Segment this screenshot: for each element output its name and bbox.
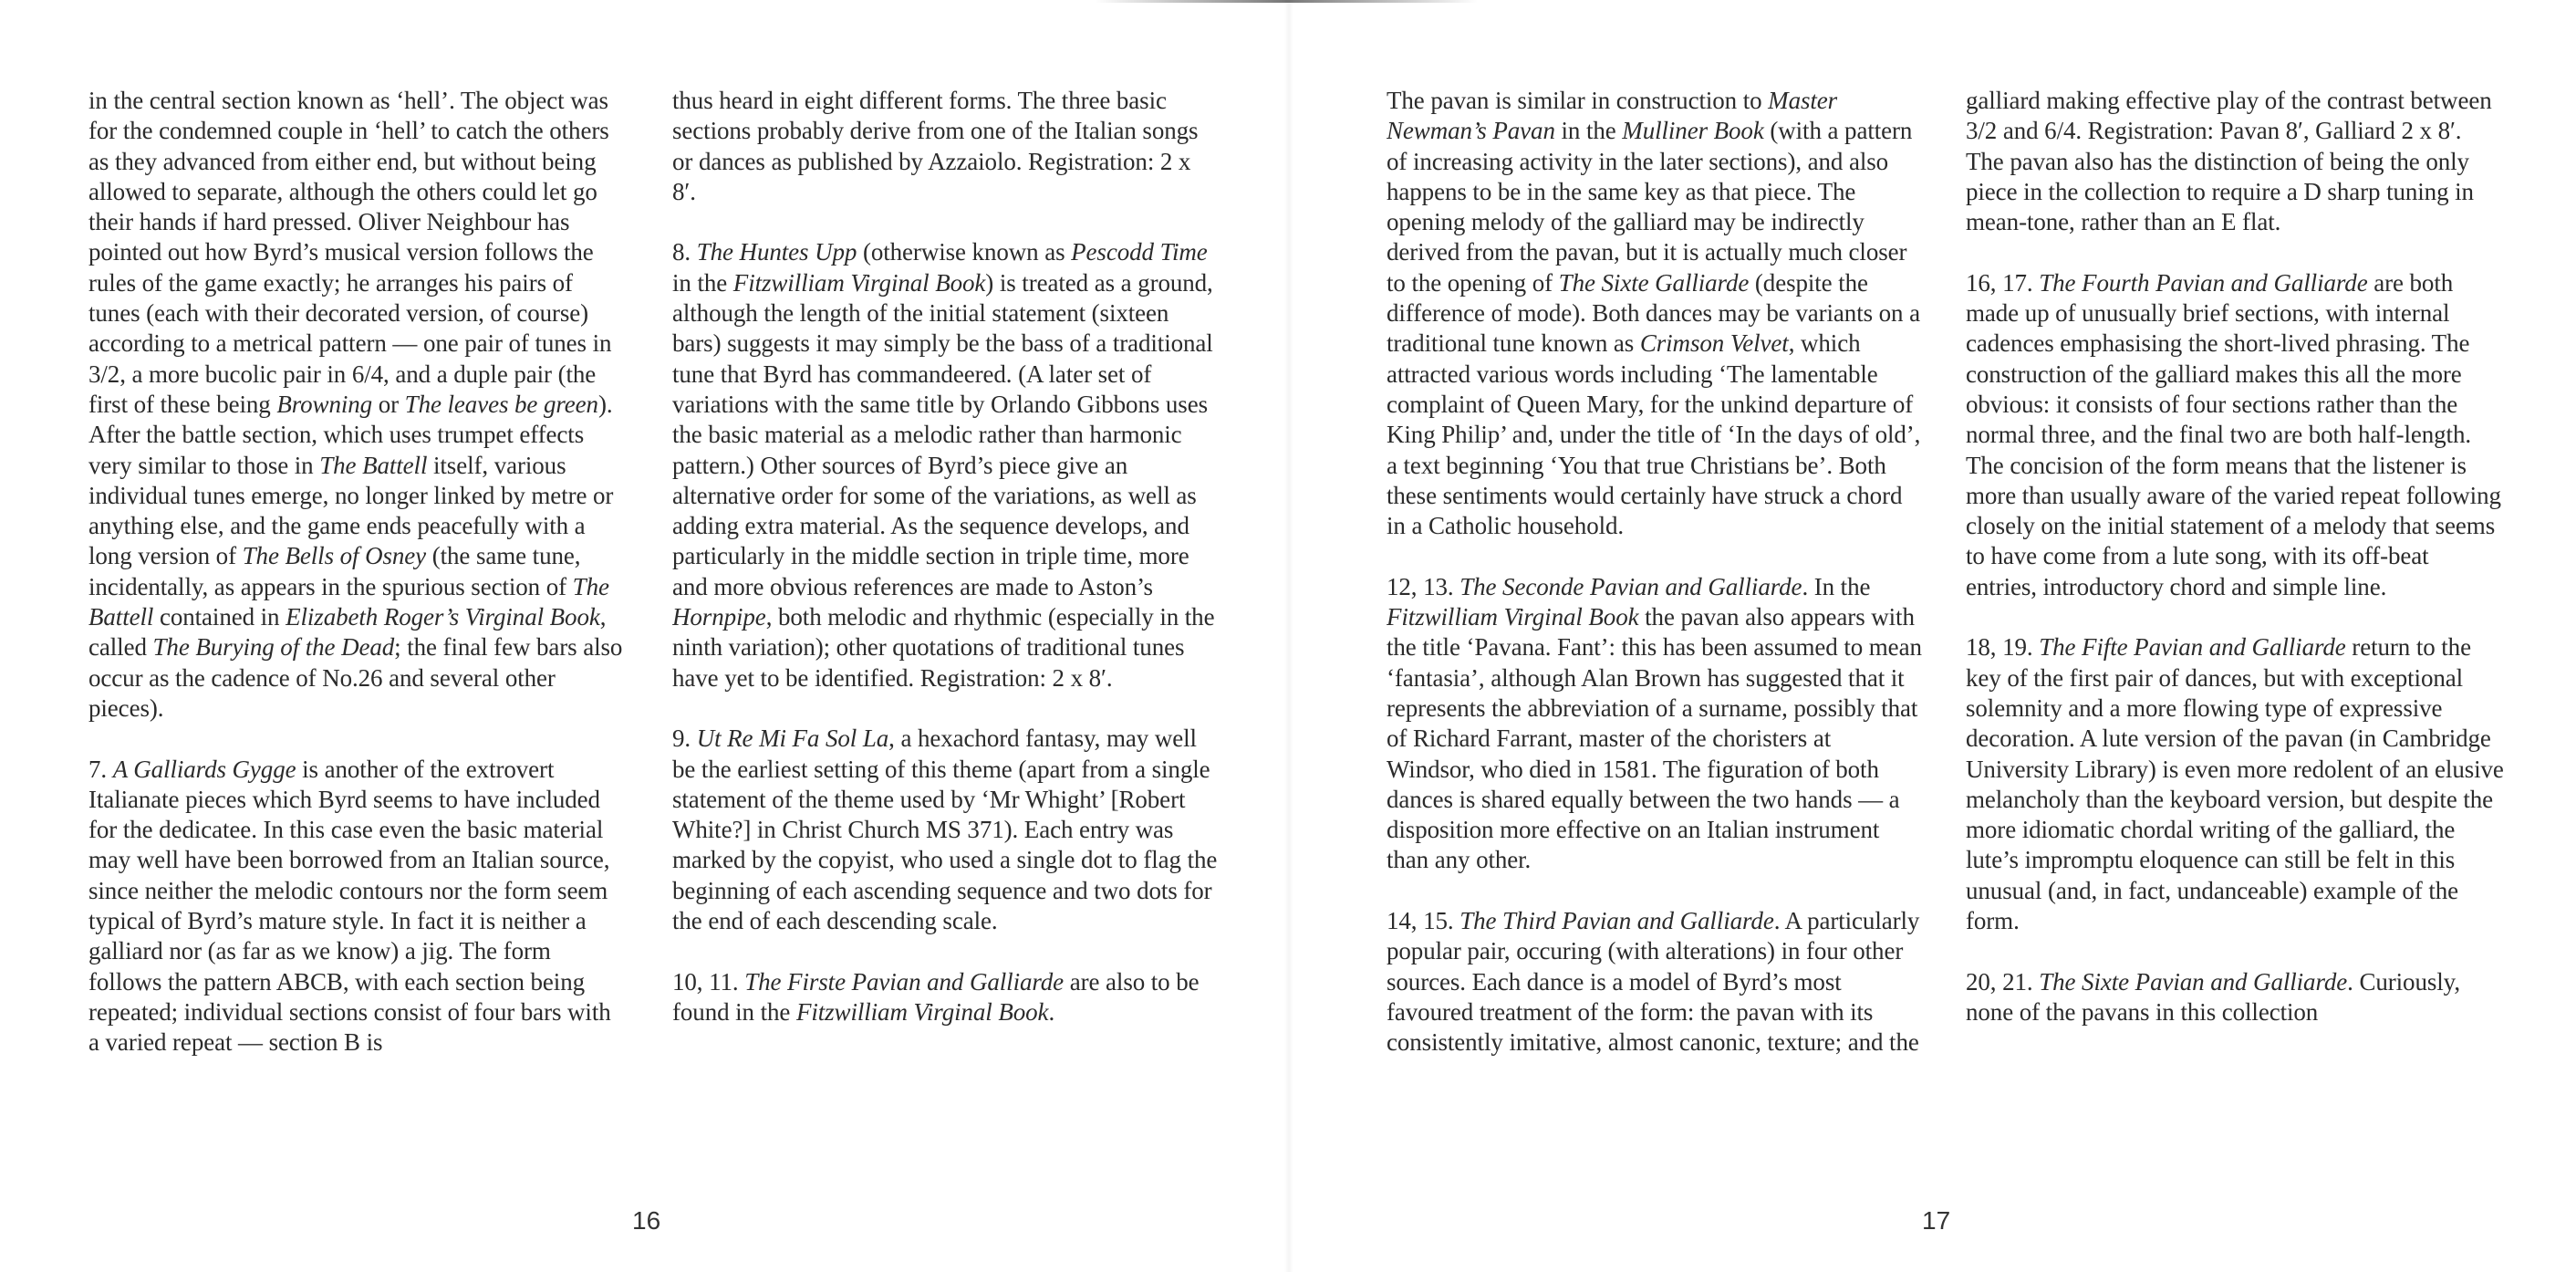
italic-title: Browning: [276, 390, 373, 418]
italic-title: Hornpipe: [672, 603, 766, 631]
italic-title: Fitzwilliam Virginal Book: [795, 997, 1049, 1026]
italic-title: The Seconde Pavian and Galliarde: [1459, 572, 1802, 600]
paragraph: 18, 19. The Fifte Pavian and Galliarde return to the key of the first pair of dances, but with exceptional solemnity and a more flowing type of expressive decoration. A lute version of the pavan (in Cambridge University Library) is even more redolent of an elusive melancholy than the keyboard version, but despite the more idiomatic chordal writing of the galliard, the lute’s impromptu eloquence can still be felt in this unusual (and, in fact, undanceable) example of the form.: [1966, 633, 2504, 935]
paragraph: 20, 21. The Sixte Pavian and Galliarde. Curiously, none of the pavans in this collection: [1966, 967, 2460, 1026]
left-page-column-2: [672, 86, 1220, 1181]
italic-title: Crimson Velvet: [1639, 329, 1789, 358]
italic-title: The Huntes Upp: [696, 238, 857, 266]
paragraph: in the central section known as ‘hell’. The object was for the condemned couple in ‘hell’ to catch the others as they advanced from either end, but without being allowed to separate, although the others could let go their hands if hard pressed. Oliver Neighbour has pointed out how Byrd’s musical version follows the rules of the game exactly; he arranges his pairs of tunes (each with their decorated version, of course) according to a metrical pattern — one pair of tunes in 3/2, a more bucolic pair in 6/4, and a duple pair (the first of these being Browning or The leaves be green). After the battle section, which uses trumpet effects very similar to those in The Battell itself, various individual tunes emerge, no longer linked by metre or anything else, and the game ends peacefully with a long version of The Bells of Osney (the same tune, incidentally, as appears in the spurious section of The Battell contained in Elizabeth Roger’s Virginal Book, called The Burying of the Dead; the final few bars also occur as the cadence of No.26 and several other pieces).: [88, 87, 623, 722]
italic-title: The Sixte Pavian and Galliarde: [2039, 967, 2348, 996]
page-number-left: 16: [632, 1206, 661, 1235]
paragraph: 16, 17. The Fourth Pavian and Galliarde are both made up of unusually brief sections, with internal cadences emphasising the short-lived phrasing. The construction of the galliard makes this all the more obvious: it consists of four sections rather than the normal three, and the final two are both half-length. The concision of the form means that the listener is more than usually aware of the varied repeat following closely on the initial statement of a melody that seems to have come from a lute song, with its off-beat entries, introductory chord and simple line.: [1966, 268, 2501, 600]
italic-title: The Bells of Osney: [242, 542, 427, 570]
italic-title: Fitzwilliam Virginal Book: [1387, 603, 1639, 631]
italic-title: Fitzwilliam Virginal Book: [732, 268, 986, 297]
right-page-column-2: [1966, 86, 2504, 1181]
right-page: [1288, 0, 2576, 1272]
page-number-right: 17: [1922, 1206, 1951, 1235]
paragraph: 10, 11. The Firste Pavian and Galliarde are also to be found in the Fitzwilliam Virginal Book.: [672, 967, 1200, 1026]
italic-title: Mulliner Book: [1622, 117, 1764, 145]
italic-title: Master Newman’s Pavan: [1387, 87, 1838, 145]
italic-title: Pescodd Time: [1071, 238, 1208, 266]
left-page-column-1: [88, 86, 627, 1181]
italic-title: The Third Pavian and Galliarde: [1459, 907, 1774, 935]
paragraph: 12, 13. The Seconde Pavian and Galliarde. In the Fitzwilliam Virginal Book the pavan also appears with the title ‘Pavana. Fant’: this has been assumed to mean ‘fantasia’, although Alan Brown has suggested that it represents the abbreviation of a surname, possibly that of Richard Farrant, master of the choristers at Windsor, who died in 1581. The figuration of both dances is shared equally between the two hands — a disposition more effective on an Italian instrument than any other.: [1387, 572, 1922, 874]
paragraph: 9. Ut Re Mi Fa Sol La, a hexachord fantasy, may well be the earliest setting of this theme (apart from a single statement of the theme used by ‘Mr Whight’ [Robert White?] in Christ Church MS 371). Each entry was marked by the copyist, who used a single dot to flag the beginning of each ascending sequence and two dots for the end of each descending scale.: [672, 725, 1218, 935]
italic-title: The Battell: [319, 451, 428, 479]
paragraph: The pavan is similar in construction to Master Newman’s Pavan in the Mulliner Book (with a pattern of increasing activity in the later sections), and also happens to be in the same key as that piece. The opening melody of the galliard may be indirectly derived from the pavan, but it is actually much closer to the opening of The Sixte Galliarde (despite the difference of mode). Both dances may be variants on a traditional tune known as Crimson Velvet, which attracted various words including ‘The lamentable complaint of Queen Mary, for the unkind departure of King Philip’ and, under the title of ‘In the days of old’, a text beginning ‘You that true Christians be’. Both these sentiments would certainly have struck a chord in a Catholic household.: [1387, 87, 1921, 540]
paragraph: 7. A Galliards Gygge is another of the extrovert Italianate pieces which Byrd seems to have included for the dedicatee. In this case even the basic material may well have been borrowed from an Italian source, since neither the melodic contours nor the form seem typical of Byrd’s mature style. In fact it is neither a galliard nor (as far as we know) a jig. The form follows the pattern ABCB, with each section being repeated; individual sections consist of four bars with a varied repeat — section B is: [88, 755, 611, 1057]
italic-title: The Sixte Galliarde: [1558, 268, 1750, 297]
italic-title: The Battell: [88, 572, 609, 631]
paragraph: galliard making effective play of the contrast between 3/2 and 6/4. Registration: Pavan 8′, Galliard 2 x 8′. The pavan also has the distinction of being the only piece in the collection to require a D sharp tuning in mean-tone, rather than an E flat.: [1966, 87, 2492, 236]
italic-title: Elizabeth Roger’s Virginal Book: [286, 603, 600, 631]
italic-title: The Fourth Pavian and Galliarde: [2039, 268, 2368, 297]
paragraph: 14, 15. The Third Pavian and Galliarde. A particularly popular pair, occuring (with alterations) in four other sources. Each dance is a model of Byrd’s most favoured treatment of the form: the pavan with its consistently imitative, almost canonic, texture; and the: [1387, 907, 1920, 1057]
italic-title: A Galliards Gygge: [112, 755, 296, 783]
italic-title: Ut Re Mi Fa Sol La: [696, 725, 889, 753]
paragraph: 8. The Huntes Upp (otherwise known as Pescodd Time in the Fitzwilliam Virginal Book) is treated as a ground, although the length of the initial statement (sixteen bars) suggests it may simply be the bass of a traditional tune that Byrd has commandeered. (A later set of variations with the same title by Orlando Gibbons uses the basic material as a melodic rather than harmonic pattern.) Other sources of Byrd’s piece give an alternative order for some of the variations, as well as adding extra material. As the sequence develops, and particularly in the middle section in triple time, more and more obvious references are made to Aston’s Hornpipe, both melodic and rhythmic (especially in the ninth variation); other quotations of traditional tunes have yet to be identified. Registration: 2 x 8′.: [672, 238, 1215, 692]
italic-title: The Firste Pavian and Galliarde: [744, 967, 1065, 996]
italic-title: The leaves be green: [404, 390, 598, 418]
paragraph: thus heard in eight different forms. The three basic sections probably derive from one of the Italian songs or dances as published by Azzaiolo. Registration: 2 x 8′.: [672, 87, 1199, 205]
italic-title: The Fifte Pavian and Galliarde: [2039, 633, 2346, 662]
italic-title: The Burying of the Dead: [152, 633, 395, 662]
right-page-column-1: [1387, 86, 1925, 1181]
